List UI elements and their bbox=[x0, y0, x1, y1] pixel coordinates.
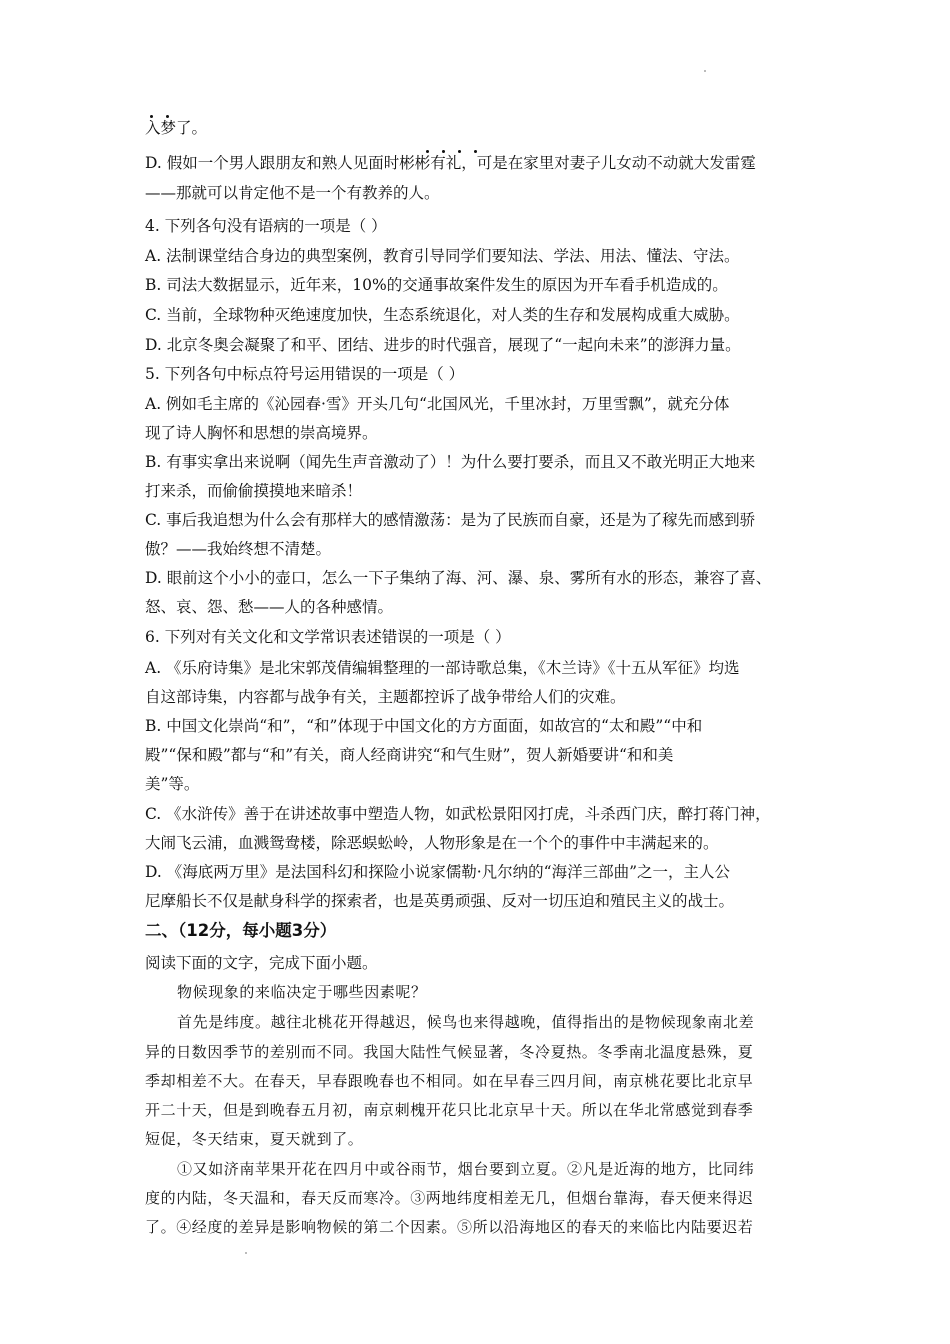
text-line: ——那就可以肯定他不是一个有教养的人。 bbox=[145, 184, 440, 202]
option-c: C. 当前，全球物种灭绝速度加快，生态系统退化，对人类的生存和发展构成重大威胁。 bbox=[145, 306, 740, 324]
passage-line: ①又如济南苹果开花在四月中或谷雨节，烟台要到立夏。②凡是近海的地方，比同纬 bbox=[177, 1160, 755, 1178]
option-b: B. 中国文化崇尚“和”，“和”体现于中国文化的方方面面，如故宫的“太和殿”“中和 bbox=[145, 717, 703, 735]
passage-line: 了。④经度的差异是影响物候的第二个因素。⑤所以沿海地区的春天的来临比内陆要迟若 bbox=[145, 1218, 754, 1236]
text-line: 打来杀，而偷偷摸摸地来暗杀！ bbox=[145, 482, 363, 500]
option-d: D. 《海底两万里》是法国科幻和探险小说家儒勒·凡尔纳的“海洋三部曲”之一，主人公 bbox=[145, 863, 731, 881]
passage-line: 短促，冬天结束，夏天就到了。 bbox=[145, 1130, 364, 1148]
option-d: D. 眼前这个小小的壶口，怎么一下子集纳了海、河、瀑、泉、雾所有水的形态，兼容了喜、 bbox=[145, 569, 772, 587]
section-heading: 二、（12分，每小题3分） bbox=[145, 921, 337, 940]
scan-mark bbox=[245, 1252, 247, 1254]
text-line: 傲？——我始终想不清楚。 bbox=[145, 540, 332, 558]
passage-line: 季却相差不大。在春天，早春跟晚春也不相同。如在早春三四月间，南京桃花要比北京早 bbox=[145, 1072, 754, 1090]
option-c: C. 《水浒传》善于在讲述故事中塑造人物，如武松景阳冈打虎，斗杀西门庆，醉打蒋门神， bbox=[145, 805, 771, 823]
passage-line: 首先是纬度。越往北桃花开得越迟，候鸟也来得越晚，值得指出的是物候现象南北差 bbox=[177, 1013, 755, 1031]
text-line: 尼摩船长不仅是献身科学的探索者，也是英勇顽强、反对一切压迫和殖民主义的战士。 bbox=[145, 892, 735, 910]
text-line: 美”等。 bbox=[145, 775, 200, 793]
passage-title: 物候现象的来临决定于哪些因素呢？ bbox=[177, 983, 427, 1001]
passage-line: 度的内陆，冬天温和，春天反而寒冷。③两地纬度相差无几，但烟台靠海，春天便来得迟 bbox=[145, 1189, 754, 1207]
question-5: 5. 下列各句中标点符号运用错误的一项是（ ） bbox=[145, 365, 465, 383]
text-line: 大闹飞云浦，血溅鸳鸯楼，除恶蜈蚣岭，人物形象是在一个个的事件中丰满起来的。 bbox=[145, 834, 719, 852]
option-d: D. 假如一个男人跟朋友和熟人见面时彬彬有礼，可是在家里对妻子儿女动不动就大发雷霆 bbox=[145, 154, 756, 172]
option-c: C. 事后我追想为什么会有那样大的感情激荡：是为了民族而自豪，还是为了稼先而感到骄 bbox=[145, 511, 756, 529]
option-a: A. 法制课堂结合身边的典型案例，教育引导同学们要知法、学法、用法、懂法、守法。 bbox=[145, 247, 740, 265]
text-line: 自这部诗集，内容都与战争有关，主题都控诉了战争带给人们的灾难。 bbox=[145, 688, 626, 706]
question-6: 6. 下列对有关文化和文学常识表述错误的一项是（ ） bbox=[145, 628, 511, 646]
passage-line: 开二十天，但是到晚春五月初，南京刺槐开花只比北京早十天。所以在华北常感觉到春季 bbox=[145, 1101, 754, 1119]
text-line: 殿”“保和殿”都与“和”有关，商人经商讲究“和气生财”，贺人新婚要讲“和和美 bbox=[145, 746, 674, 764]
question-4: 4. 下列各句没有语病的一项是（ ） bbox=[145, 217, 387, 235]
text-line: 怒、哀、怨、愁——人的各种感情。 bbox=[145, 598, 394, 616]
option-b: B. 司法大数据显示，近年来，10%的交通事故案件发生的原因为开车看手机造成的。 bbox=[145, 276, 728, 294]
instruction: 阅读下面的文字，完成下面小题。 bbox=[145, 954, 378, 972]
text-line: 现了诗人胸怀和思想的崇高境界。 bbox=[145, 424, 378, 442]
passage-line: 异的日数因季节的差别而不同。我国大陆性气候显著，冬冷夏热。冬季南北温度悬殊，夏 bbox=[145, 1043, 754, 1061]
option-d: D. 北京冬奥会凝聚了和平、团结、进步的时代强音，展现了“一起向未来”的澎湃力量。 bbox=[145, 336, 741, 354]
text-line: 入梦了。 bbox=[145, 119, 208, 137]
option-a: A. 例如毛主席的《沁园春·雪》开头几句“北国风光，千里冰封，万里雪飘”，就充分体 bbox=[145, 395, 730, 413]
option-b: B. 有事实拿出来说啊（闻先生声音激动了）！为什么要打要杀，而且又不敢光明正大地来 bbox=[145, 453, 756, 471]
option-a: A. 《乐府诗集》是北宋郭茂倩编辑整理的一部诗歌总集，《木兰诗》《十五从军征》均选 bbox=[145, 659, 740, 677]
scan-mark bbox=[704, 70, 706, 72]
